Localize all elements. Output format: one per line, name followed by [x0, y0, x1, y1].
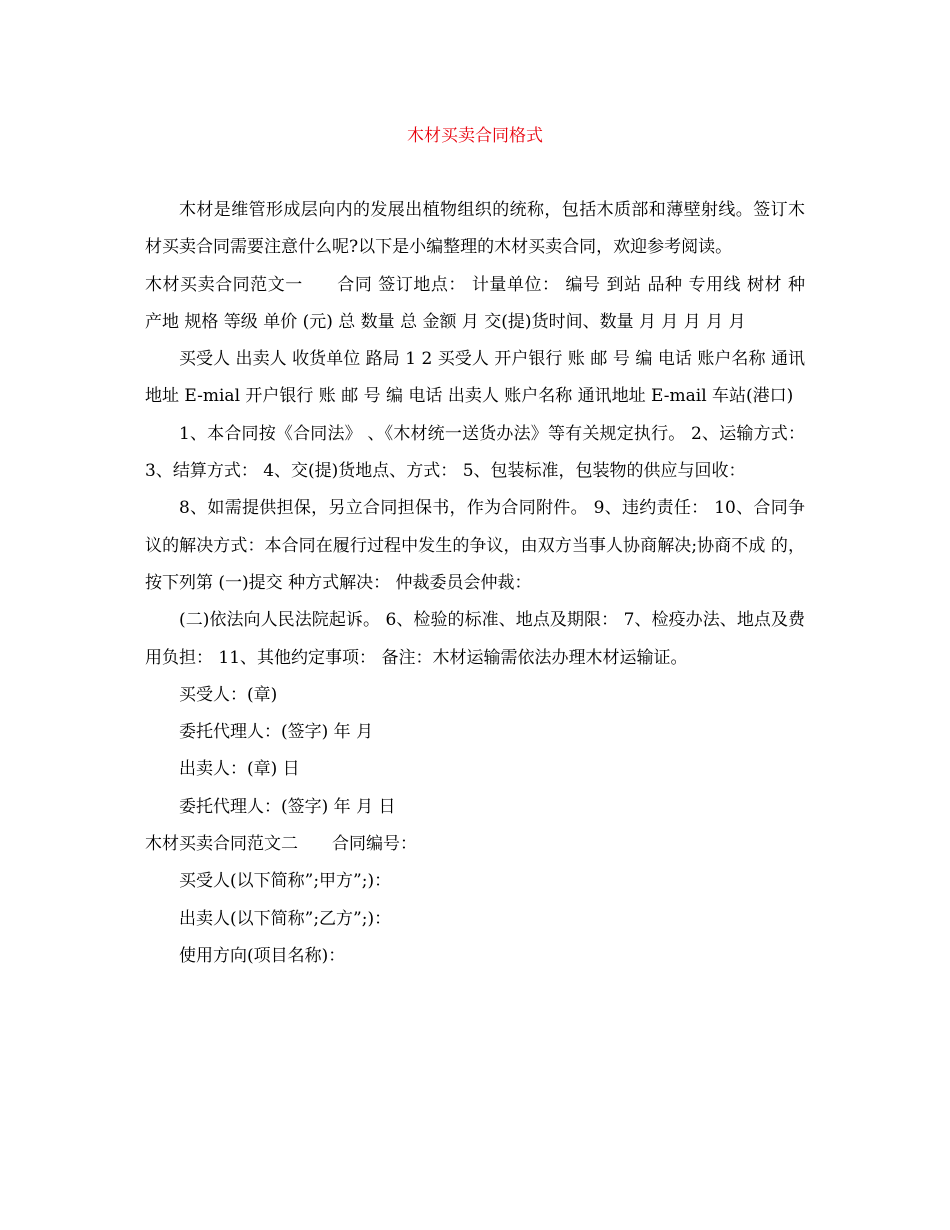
sample2-seller-line: 出卖人(以下简称”;乙方”;)：	[179, 908, 392, 929]
sample1-fields: 合同 签订地点： 计量单位： 编号 到站 品种 专用线 树材 种 产地 规格 等级 单价 (元) 总 数量 总 金额 月 交(提)货时间、数量 月 月 月 月 月	[145, 274, 805, 332]
clauses-1-5-paragraph: 1、本合同按《合同法》 、《木材统一送货办法》等有关规定执行。 2、运输方式： 3、结算方式： 4、交(提)货地点、方式： 5、包装标准，包装物的供应与回收：	[145, 423, 805, 482]
sample2-buyer-line: 买受人(以下简称”;甲方”;)：	[179, 871, 392, 892]
document-title: 木材买卖合同格式	[407, 126, 543, 146]
sample2-line	[145, 826, 805, 863]
document-body	[145, 192, 805, 975]
clauses-8-10-paragraph: 8、如需提供担保，另立合同担保书，作为合同附件。 9、违约责任： 10、合同争议的解决方式：本合同在履行过程中发生的争议，由双方当事人协商解决;协商不成 的，按下列第 (一)提交 种方式解决： 仲裁委员会仲裁：	[145, 498, 805, 593]
sample1-heading: 木材买卖合同范文一	[145, 274, 303, 295]
sign-buyer-line: 买受人：(章)	[179, 684, 278, 705]
sample2-heading: 木材买卖合同范文二	[145, 834, 298, 855]
sign-buyer-agent-line: 委托代理人：(签字) 年 月	[179, 722, 374, 743]
intro-paragraph: 木材是维管形成层向内的发展出植物组织的统称，包括木质部和薄壁射线。签订木材买卖合同需要注意什么呢?以下是小编整理的木材买卖合同，欢迎参考阅读。	[145, 200, 805, 258]
sign-seller-line: 出卖人：(章) 日	[179, 759, 300, 780]
sample1-line	[145, 267, 805, 342]
sign-seller-agent-line: 委托代理人：(签字) 年 月 日	[179, 796, 396, 817]
parties-table-paragraph: 买受人 出卖人 收货单位 路局 1 2 买受人 开户银行 账 邮 号 编 电话 账户名称 通讯地址 E-mial 开户银行 账 邮 号 编 电话 出卖人 账户名称 通讯地址 E-mail 车站(港口)	[145, 349, 805, 407]
sample2-usage-line: 使用方向(项目名称)：	[179, 945, 346, 966]
clauses-6-11-paragraph: (二)依法向人民法院起诉。 6、检验的标准、地点及期限： 7、检疫办法、地点及费用负担： 11、其他约定事项： 备注：木材运输需依法办理木材运输证。	[145, 610, 805, 668]
sample2-contract-no: 合同编号：	[332, 834, 417, 855]
